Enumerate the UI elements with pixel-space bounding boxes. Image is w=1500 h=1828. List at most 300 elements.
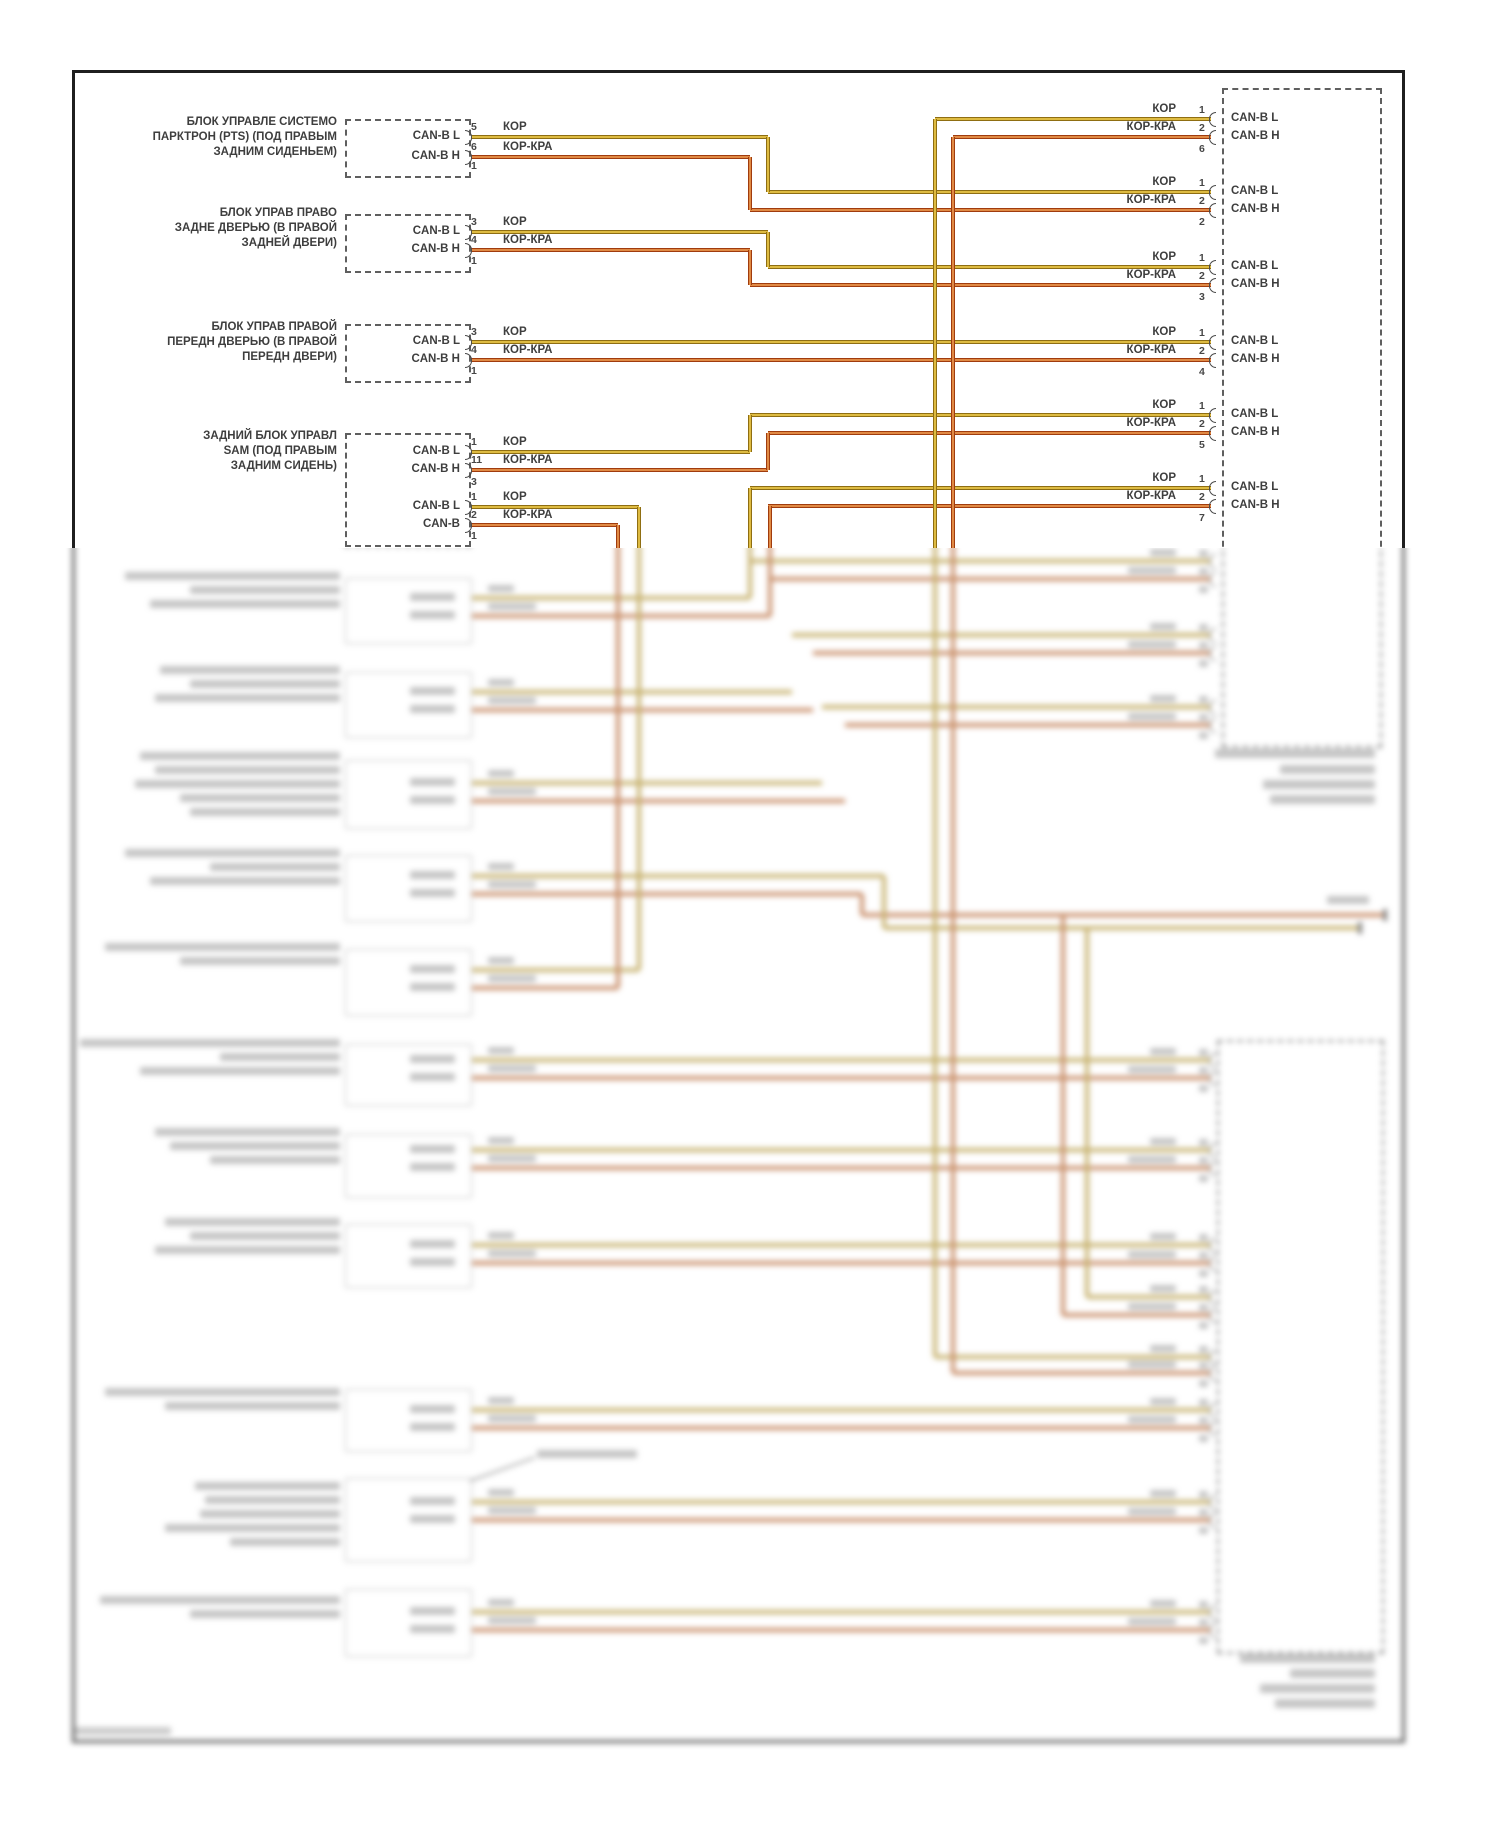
blurred-block-label — [195, 1482, 340, 1490]
can-signal-label: CAN-B L — [412, 500, 460, 512]
wire-kor-vertical — [933, 548, 937, 1357]
blurred-block-label — [210, 1156, 340, 1164]
connector-bracket — [1209, 353, 1216, 368]
wire-kor-vertical — [748, 415, 752, 452]
wire-kor-vertical — [766, 232, 770, 267]
connector-bracket — [1209, 572, 1216, 587]
wire-kor — [750, 559, 1211, 563]
pin-number: 2 — [1199, 418, 1205, 430]
connector-bracket — [1209, 1143, 1216, 1158]
can-signal-label: CAN-B L — [412, 445, 460, 457]
blurred-block-label — [190, 1610, 340, 1618]
wire-kor-kra — [770, 577, 1211, 581]
wire-kor — [470, 505, 639, 509]
pin-number: 1 — [471, 491, 477, 503]
blurred-pin-number — [1199, 714, 1208, 721]
blurred-pin-number — [1199, 1234, 1208, 1241]
wire-kor-kra-vertical — [951, 548, 955, 1373]
blurred-wire-label — [1128, 1066, 1176, 1073]
can-signal-label: CAN-B L — [1231, 481, 1279, 493]
blurred-block-label — [200, 1510, 340, 1518]
blurred-can-label — [410, 611, 455, 619]
blurred-can-label — [410, 965, 455, 973]
blurred-block-box — [345, 1224, 472, 1288]
can-signal-label: CAN-B L — [412, 335, 460, 347]
blurred-block-label — [210, 863, 340, 871]
wire-kor-kra — [1063, 1313, 1211, 1317]
pin-number: 1 — [1199, 473, 1205, 485]
blurred-wire-label — [488, 1507, 536, 1514]
blurred-can-label — [410, 1607, 455, 1615]
blurred-connector-number — [1199, 660, 1208, 667]
blurred-connector-number — [1199, 1527, 1208, 1534]
blurred-wire-label — [1150, 1345, 1176, 1352]
wire-kor-kra — [862, 913, 1385, 917]
left-block-label: ПАРКТРОН (PTS) (ПОД ПРАВЫМ — [152, 131, 337, 143]
blurred-wire-label — [488, 1489, 514, 1496]
blurred-box-caption — [1290, 1669, 1375, 1678]
connector-bracket — [1209, 112, 1216, 127]
blurred-can-label — [410, 1145, 455, 1153]
blurred-block-label — [80, 1039, 340, 1047]
page-border — [1402, 70, 1405, 548]
pin-number: 3 — [471, 216, 477, 228]
blurred-pin-number — [1199, 550, 1208, 557]
wire-kor — [1087, 1295, 1211, 1299]
edge-connector-tick — [1383, 909, 1387, 921]
left-block-label: БЛОК УПРАВЛЕ СИСТЕМО — [186, 116, 337, 128]
wire-kor-kra — [768, 431, 1211, 435]
wire-kor-vertical — [637, 548, 641, 970]
connector-bracket — [1209, 185, 1216, 200]
pin-number: 1 — [471, 365, 477, 377]
wire-kor — [792, 633, 1211, 637]
connector-bracket — [1209, 1290, 1216, 1305]
blurred-can-label — [410, 1055, 455, 1063]
wire-kor-kra-vertical — [616, 525, 620, 548]
blurred-wire-label — [488, 1047, 514, 1054]
blurred-box-caption — [1263, 780, 1375, 789]
blurred-pin-number — [1199, 1346, 1208, 1353]
connector-bracket — [1209, 1350, 1216, 1365]
can-signal-label: CAN-B L — [412, 130, 460, 142]
pin-number: 1 — [1199, 327, 1205, 339]
wire-kor — [470, 596, 750, 600]
blurred-wire-label — [488, 1617, 536, 1624]
blurred-block-label — [150, 877, 340, 885]
page-border — [72, 70, 1405, 73]
blurred-pin-number — [1199, 1509, 1208, 1516]
wire-color-label: КОР-КРА — [503, 454, 553, 466]
blurred-wire-label — [488, 1065, 536, 1072]
blurred-can-label — [410, 1515, 455, 1523]
wire-kor-kra — [470, 892, 862, 896]
connector-bracket — [1209, 130, 1216, 145]
wire-color-label: КОР-КРА — [1126, 490, 1176, 502]
connector-number: 5 — [1199, 439, 1205, 451]
blurred-block-label — [170, 1142, 340, 1150]
wire-kor — [470, 1243, 1211, 1247]
pin-number: 2 — [1199, 345, 1205, 357]
blurred-block-label — [140, 1067, 340, 1075]
wire-kor-vertical — [933, 119, 937, 548]
can-signal-label: CAN-B L — [1231, 408, 1279, 420]
can-signal-label: CAN-B H — [411, 150, 460, 162]
blurred-box-caption — [1260, 1684, 1375, 1693]
wire-kor-kra — [953, 1371, 1211, 1375]
blurred-wire-label — [1150, 1138, 1176, 1145]
connector-bracket — [1209, 499, 1216, 514]
wire-kor — [935, 1355, 1211, 1359]
pin-number: 2 — [471, 509, 477, 521]
blurred-wire-label — [1150, 1233, 1176, 1240]
blurred-wire-label — [1128, 1618, 1176, 1625]
connector-bracket — [1209, 1053, 1216, 1068]
blurred-wire-label — [488, 788, 536, 795]
pin-number: 2 — [1199, 491, 1205, 503]
wire-kor-kra-vertical — [616, 548, 620, 988]
blurred-block-label — [165, 1524, 340, 1532]
connector-bracket — [1209, 1238, 1216, 1253]
blurred-wire-label — [1128, 713, 1176, 720]
can-signal-label: CAN-B L — [1231, 260, 1279, 272]
blurred-block-label — [150, 600, 340, 608]
blurred-block-label — [190, 808, 340, 816]
blurred-block-label — [105, 1388, 340, 1396]
can-signal-label: CAN-B L — [412, 225, 460, 237]
blurred-wire-label — [1128, 1303, 1176, 1310]
can-signal-label: CAN-B H — [411, 243, 460, 255]
wire-kor-kra — [470, 248, 750, 252]
blurred-connector-number — [1199, 1270, 1208, 1277]
can-signal-label: CAN-B L — [1231, 112, 1279, 124]
wire-kor-kra — [470, 799, 845, 803]
blurred-pin-number — [1199, 696, 1208, 703]
wire-kor-kra — [470, 523, 618, 527]
wire-kor — [822, 705, 1211, 709]
pin-number: 1 — [1199, 177, 1205, 189]
wire-kor-kra — [470, 614, 770, 618]
pin-number: 6 — [471, 141, 477, 153]
left-block-label: ЗАДНИЙ БЛОК УПРАВЛ — [203, 430, 337, 442]
wire-kor — [470, 874, 884, 878]
wire-kor-kra — [470, 1426, 1211, 1430]
pin-number: 3 — [471, 476, 477, 488]
wire-color-label: КОР-КРА — [1126, 121, 1176, 133]
wire-color-label: КОР — [503, 436, 527, 448]
wire-color-label: КОР — [1152, 176, 1176, 188]
connector-bracket — [1209, 718, 1216, 733]
blurred-wire-label — [488, 1137, 514, 1144]
blurred-block-label — [125, 849, 340, 857]
can-signal-label: CAN-B H — [411, 353, 460, 365]
can-signal-label: CAN-B H — [1231, 353, 1280, 365]
blurred-connector-number — [1199, 1380, 1208, 1387]
blurred-wire-label — [1150, 695, 1176, 702]
blurred-connector-number — [1199, 1322, 1208, 1329]
wire-kor-kra — [470, 708, 813, 712]
wire-kor-kra — [470, 468, 768, 472]
blurred-pin-number — [1199, 624, 1208, 631]
pin-number: 3 — [471, 326, 477, 338]
blurred-can-label — [410, 889, 455, 897]
wire-kor-kra — [813, 651, 1211, 655]
wire-kor-kra-vertical — [748, 250, 752, 285]
blurred-box-caption — [1215, 749, 1375, 758]
can-signal-label: CAN-B H — [1231, 278, 1280, 290]
blurred-wire-label — [488, 863, 514, 870]
pin-number: 1 — [1199, 400, 1205, 412]
blurred-block-label — [160, 666, 340, 674]
blurred-wire-label — [1150, 623, 1176, 630]
blurred-wire-label — [488, 1155, 536, 1162]
wire-kor — [470, 1500, 1211, 1504]
connector-bracket — [1209, 335, 1216, 350]
wire-kor-vertical — [882, 876, 886, 928]
blurred-block-label — [155, 1128, 340, 1136]
wire-color-label: КОР — [1152, 399, 1176, 411]
pin-number: 4 — [471, 234, 477, 246]
wire-kor-kra — [470, 1628, 1211, 1632]
blurred-block-label — [220, 1053, 340, 1061]
connector-bracket — [1209, 1605, 1216, 1620]
blurred-wire-label — [488, 1250, 536, 1257]
blurred-box-caption — [1280, 765, 1375, 774]
blurred-block-label — [105, 943, 340, 951]
edge-connector-tick — [1358, 922, 1362, 934]
connector-bracket — [1209, 1495, 1216, 1510]
wire-kor-kra-vertical — [768, 548, 772, 616]
wire-kor — [884, 926, 1360, 930]
blurred-block-label — [155, 694, 340, 702]
wire-kor-kra-vertical — [748, 157, 752, 210]
blurred-block-label — [190, 680, 340, 688]
pin-number: 1 — [471, 255, 477, 267]
blurred-block-label — [135, 780, 340, 788]
can-signal-label: CAN-B H — [1231, 130, 1280, 142]
page-border — [1402, 548, 1405, 1743]
connector-number: 4 — [1199, 366, 1205, 378]
connector-bracket — [1209, 1403, 1216, 1418]
connector-bracket — [1209, 203, 1216, 218]
pin-number: 2 — [1199, 195, 1205, 207]
blurred-pin-number — [1199, 1491, 1208, 1498]
blurred-can-label — [410, 1625, 455, 1633]
left-block-label: БЛОК УПРАВ ПРАВОЙ — [211, 321, 337, 333]
blurred-block-label — [230, 1538, 340, 1546]
wire-color-label: КОР-КРА — [1126, 344, 1176, 356]
blurred-pin-number — [1199, 1067, 1208, 1074]
blurred-pin-number — [1199, 568, 1208, 575]
blurred-block-label — [155, 766, 340, 774]
wire-color-label: КОР-КРА — [1126, 269, 1176, 281]
blurred-region — [0, 548, 1500, 1828]
blurred-can-label — [410, 593, 455, 601]
wire-kor-vertical — [748, 548, 752, 598]
blurred-box-caption — [1275, 1699, 1375, 1708]
wire-kor-kra — [470, 1166, 1211, 1170]
pin-number: 1 — [1199, 104, 1205, 116]
left-block-label: ПЕРЕДН ДВЕРЬЮ (В ПРАВОЙ — [167, 336, 337, 348]
blurred-can-label — [410, 1405, 455, 1413]
connector-number: 2 — [1199, 216, 1205, 228]
blurred-can-label — [410, 1258, 455, 1266]
wire-kor-kra — [953, 135, 1211, 139]
pin-number: 1 — [1199, 252, 1205, 264]
blurred-can-label — [410, 1073, 455, 1081]
left-block-label: БЛОК УПРАВ ПРАВО — [219, 207, 337, 219]
page-border — [72, 548, 75, 1743]
blurred-wire-label — [488, 975, 536, 982]
left-block-label: ПЕРЕДН ДВЕРИ) — [242, 351, 337, 363]
connector-bracket — [1209, 628, 1216, 643]
wire-color-label: КОР — [503, 216, 527, 228]
blurred-wire-label — [488, 603, 536, 610]
wire-kor — [470, 1408, 1211, 1412]
wire-kor-kra-vertical — [766, 433, 770, 470]
blurred-block-label — [190, 1232, 340, 1240]
blurred-wire-label — [1150, 1600, 1176, 1607]
can-signal-label: CAN-B — [422, 518, 460, 530]
can-signal-label: CAN-B H — [1231, 203, 1280, 215]
blurred-pin-number — [1199, 1619, 1208, 1626]
blurred-wire-label — [1150, 1490, 1176, 1497]
blurred-connector-number — [1199, 586, 1208, 593]
connector-bracket — [1209, 554, 1216, 569]
blurred-can-label — [410, 1163, 455, 1171]
blurred-edge-label — [1327, 896, 1369, 904]
blurred-connector-number — [1199, 1435, 1208, 1442]
wire-kor-kra-vertical — [768, 506, 772, 548]
blurred-wire-label — [488, 697, 536, 704]
pin-number: 2 — [1199, 122, 1205, 134]
blurred-pin-number — [1199, 1601, 1208, 1608]
wire-kor-vertical — [766, 137, 770, 192]
blurred-can-label — [410, 1497, 455, 1505]
blurred-wire-label — [488, 881, 536, 888]
blurred-block-label — [180, 794, 340, 802]
blurred-block-label — [165, 1402, 340, 1410]
connector-bracket — [1209, 278, 1216, 293]
blurred-footer-text — [75, 1727, 171, 1735]
blurred-wire-label — [1150, 1285, 1176, 1292]
pin-number: 11 — [471, 454, 483, 466]
wire-color-label: КОР — [1152, 326, 1176, 338]
can-signal-label: CAN-B L — [1231, 185, 1279, 197]
wire-kor-kra — [470, 1518, 1211, 1522]
wire-color-label: КОР-КРА — [1126, 194, 1176, 206]
annotation-leader-line — [470, 1456, 536, 1481]
blurred-connector-number — [1199, 1175, 1208, 1182]
connector-number: 3 — [1199, 291, 1205, 303]
blurred-wire-label — [488, 679, 514, 686]
wire-kor — [470, 781, 822, 785]
blurred-wire-label — [488, 1397, 514, 1404]
blurred-can-label — [410, 796, 455, 804]
blurred-block-label — [100, 1596, 340, 1604]
blurred-block-label — [125, 572, 340, 580]
blurred-pin-number — [1199, 1286, 1208, 1293]
blurred-wire-label — [1150, 1048, 1176, 1055]
blurred-can-label — [410, 778, 455, 786]
blurred-box-caption — [1240, 1654, 1375, 1663]
pin-number: 2 — [1199, 270, 1205, 282]
blurred-connector-number — [1199, 1637, 1208, 1644]
sharp-region — [0, 0, 1500, 548]
pin-number: 1 — [471, 436, 477, 448]
connector-bracket — [1209, 1421, 1216, 1436]
blurred-wire-label — [1128, 1156, 1176, 1163]
blurred-wire-label — [1128, 1251, 1176, 1258]
blurred-can-label — [410, 705, 455, 713]
blurred-box-caption — [1270, 795, 1375, 804]
wire-color-label: КОР — [503, 326, 527, 338]
right-connector-box-1 — [1222, 548, 1382, 748]
blurred-pin-number — [1199, 1049, 1208, 1056]
blurred-block-label — [180, 957, 340, 965]
connector-bracket — [1209, 1256, 1216, 1271]
connector-bracket — [1209, 481, 1216, 496]
can-signal-label: CAN-B H — [1231, 426, 1280, 438]
connector-bracket — [1209, 1623, 1216, 1638]
blurred-wire-label — [488, 1232, 514, 1239]
wire-kor-kra-vertical — [860, 894, 864, 915]
pin-number: 4 — [471, 344, 477, 356]
connector-bracket — [1209, 1366, 1216, 1381]
right-connector-box-2 — [1217, 1040, 1384, 1654]
connector-bracket — [1209, 260, 1216, 275]
blurred-wire-label — [1128, 1416, 1176, 1423]
wire-color-label: КОР-КРА — [503, 509, 553, 521]
blurred-pin-number — [1199, 1399, 1208, 1406]
wire-kor-kra — [750, 208, 1211, 212]
left-block-label: SAM (ПОД ПРАВЫМ — [223, 445, 337, 457]
blurred-connector-number — [1199, 732, 1208, 739]
wire-color-label: КОР-КРА — [503, 141, 553, 153]
wire-kor — [470, 968, 639, 972]
blurred-block-box — [345, 1389, 472, 1452]
wire-kor-kra — [470, 1261, 1211, 1265]
blurred-can-label — [410, 1240, 455, 1248]
wire-kor-kra — [750, 283, 1211, 287]
blurred-wire-label — [1128, 1508, 1176, 1515]
blurred-can-label — [410, 871, 455, 879]
blurred-wire-label — [1128, 567, 1176, 574]
wire-kor-kra — [470, 986, 618, 990]
blurred-wire-label — [1128, 1361, 1176, 1368]
connector-bracket — [1209, 1161, 1216, 1176]
connector-bracket — [1209, 646, 1216, 661]
blurred-block-label — [165, 1218, 340, 1226]
diagram-scene-blur — [0, 548, 1500, 1828]
blurred-pin-number — [1199, 1304, 1208, 1311]
blurred-connector-number — [1199, 1085, 1208, 1092]
connector-bracket — [1209, 1308, 1216, 1323]
wire-color-label: КОР — [503, 491, 527, 503]
connector-number: 7 — [1199, 512, 1205, 524]
blurred-pin-number — [1199, 1252, 1208, 1259]
wire-color-label: КОР — [1152, 472, 1176, 484]
wire-color-label: КОР — [1152, 103, 1176, 115]
connector-bracket — [1209, 700, 1216, 715]
wire-kor — [470, 1148, 1211, 1152]
blurred-wire-label — [488, 585, 514, 592]
wire-kor-kra — [470, 155, 750, 159]
blurred-block-box — [345, 760, 472, 829]
blurred-wire-label — [488, 1599, 514, 1606]
wire-kor-kra — [470, 358, 1211, 362]
wire-kor-kra — [845, 723, 1211, 727]
